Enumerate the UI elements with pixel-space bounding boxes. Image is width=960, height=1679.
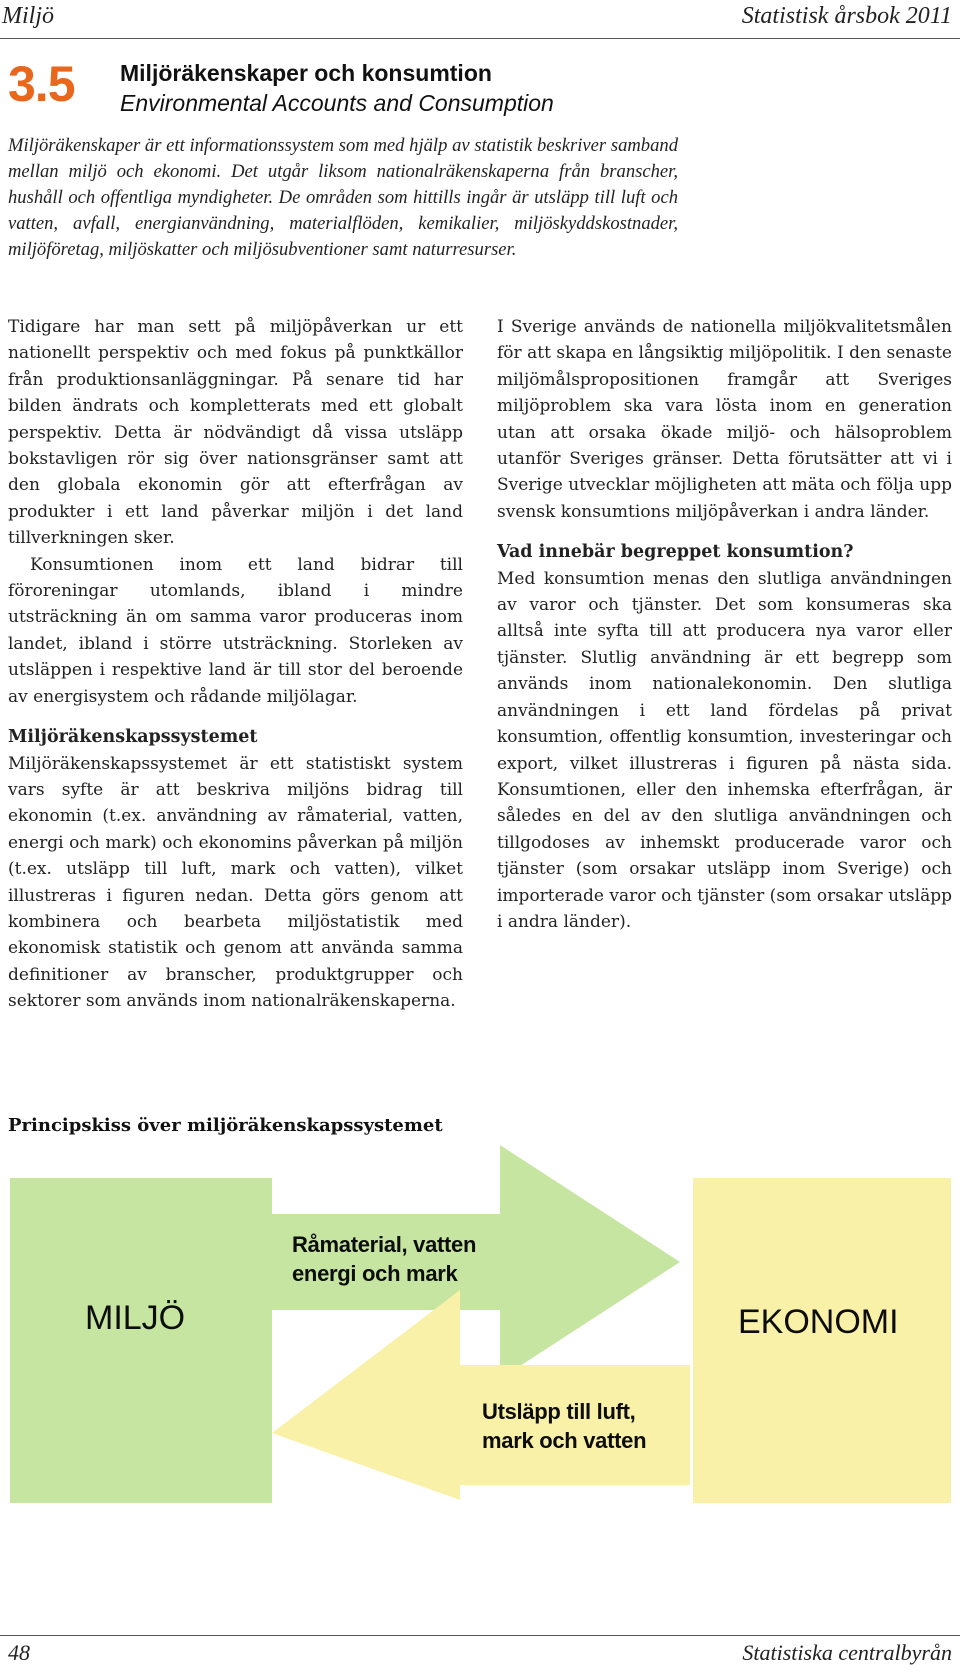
figure-caption: Principskiss över miljöräkenskapssystemet: [8, 1115, 443, 1136]
arrow-left-emissions: [272, 1290, 690, 1500]
miljo-label: MILJÖ: [85, 1299, 186, 1337]
page-number: 48: [8, 1640, 30, 1665]
section-subtitle: Environmental Accounts and Consumption: [120, 90, 554, 116]
figure-diagram: [0, 1145, 960, 1515]
section-title: Miljöräkenskaper och konsumtion: [120, 60, 492, 86]
left-paragraph-1: Tidigare har man sett på miljöpåverkan ur ett nationellt perspektiv och med fokus på punktkällor från produktionsanläggningar. På senare tid har bilden ändrats och kompletterats med ett globalt perspektiv. Detta är nödvändigt då vissa utsläpp bokstavligen rör sig över nationsgränser samt att den globala ekonomin gör att efterfrågan av produkter i ett land påverkar miljön i det land tillverkningen sker.: [8, 317, 463, 549]
footer-publisher: Statistiska centralbyrån: [742, 1640, 952, 1665]
header-chapter: Miljö: [2, 3, 54, 29]
arrow-bottom-label: Utsläpp till luft, mark och vatten: [482, 1399, 647, 1453]
ekonomi-label: EKONOMI: [738, 1303, 899, 1341]
left-column: [8, 314, 463, 1015]
left-paragraph-3: Miljöräkenskapssystemet är ett statistiskt system vars syfte är att beskriva miljöns bidrag till ekonomin (t.ex. användning av råmaterial, vatten, energi och mark) och ekonomins påverkan på miljön (t.ex. utsläpp till luft, mark och vatten), vilket illustreras i figuren nedan. Detta görs genom att kombinera och bearbeta miljöstatistik med ekonomisk statistik och genom att använda samma definitioner av branscher, produktgrupper och sektorer som används inom nationalräkenskaperna.: [8, 753, 463, 1012]
footer-rule: [0, 1635, 960, 1636]
arrow-top-label: Råmaterial, vatten energi och mark: [292, 1232, 477, 1286]
right-heading: Vad innebär begreppet konsumtion?: [497, 542, 854, 563]
intro-paragraph: Miljöräkenskaper är ett informationssystem som med hjälp av statistik beskriver samband mellan miljö och ekonomi. Det utgår liksom nationalräkenskaperna från branscher, hushåll och offentliga myndigheter. De områden som hittills ingår är utsläpp till luft och vatten, avfall, energianvändning, materialflöden, kemikalier, miljöskyddskostnader, miljöföretag, miljöskatter och miljösubventioner samt naturresurser.: [8, 135, 678, 260]
right-paragraph-2: Med konsumtion menas den slutliga användningen av varor och tjänster. Det som konsumeras ska alltså inte syfta till att producera nya varor eller tjänster. Slutlig användning är ett begrepp som används inom nationalekonomin. Den slutliga användningen i ett land fördelas på privat konsumtion, offentlig konsumtion, investeringar och export, vilket illustreras i figuren på nästa sida. Konsumtionen, eller den inhemska efterfrågan, är således en del av den slutliga användningen och tillgodoses av inhemskt producerade varor och tjänster (som orsakar utsläpp inom Sverige) och importerade varor och tjänster (som orsakar utsläpp i andra länder).: [497, 568, 952, 932]
running-header: [0, 0, 960, 39]
left-heading: Miljöräkenskapssystemet: [8, 727, 258, 748]
header-publication: Statistisk årsbok 2011: [741, 3, 952, 29]
section-number: 3.5: [8, 56, 75, 112]
right-column: [497, 314, 952, 935]
right-paragraph-1: I Sverige används de nationella miljökvalitetsmålen för att skapa en långsiktig miljöpolitik. I den senaste miljömålspropositionen framgår att Sveriges miljöproblem ska vara lösta inom en generation utan att orsaka ökade miljö- och hälsoproblem utanför Sveriges gränser. Detta förutsätter att vi i Sverige utvecklar möjligheten att mäta och följa upp svensk konsumtions miljöpåverkan i andra länder.: [497, 317, 952, 522]
left-paragraph-2: Konsumtionen inom ett land bidrar till föroreningar utomlands, ibland i mindre utsträckning än om samma varor produceras inom landet, ibland i större utsträckning. Storleken av utsläppen i respektive land är till stor del beroende av energisystem och rådande miljölagar.: [8, 554, 463, 707]
